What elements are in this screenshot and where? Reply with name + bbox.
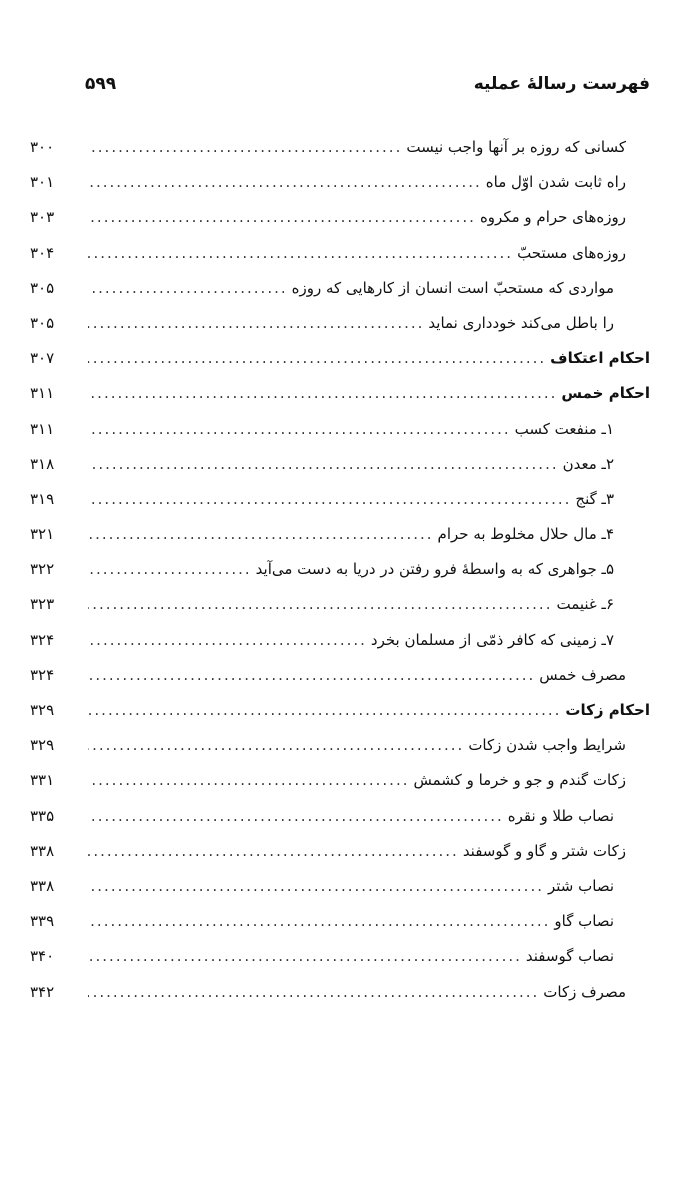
dot-leader: [88, 975, 539, 1010]
toc-entry-title: راه ثابت شدن اوّل ماه: [485, 173, 626, 192]
toc-entry[interactable]: [30, 165, 650, 200]
toc-entry[interactable]: [30, 834, 650, 869]
toc-entry-title: مصرف زکات: [543, 982, 626, 1001]
toc-entry-title: کسانی که روزه بر آنها واجب نیست: [406, 138, 626, 156]
toc-entry[interactable]: [30, 482, 650, 517]
toc-entry-title: ۱ـ منفعت کسب: [514, 419, 614, 438]
dot-leader: [88, 447, 559, 482]
toc-entry-page: ۳۳۱: [30, 771, 55, 790]
toc-entry-page: ۳۰۴: [30, 243, 55, 262]
toc-entry-page: ۳۴۰: [30, 947, 55, 966]
toc-entry-page: ۳۰۱: [30, 173, 55, 192]
toc-entry-page: ۳۳۹: [30, 912, 55, 931]
dot-leader: [88, 939, 522, 974]
dot-leader: [88, 165, 482, 200]
toc-entry-title: زکات شتر و گاو و گوسفند: [462, 841, 626, 860]
toc-entry-page: ۳۰۰: [30, 138, 55, 156]
dot-leader: [88, 482, 571, 517]
toc-entry-page: ۳۳۵: [30, 806, 55, 825]
toc-entry-title: مواردی که مستحبّ است انسان از کارهایی که روزه: [291, 278, 614, 297]
toc-entry-page: ۳۱۱: [30, 419, 55, 438]
toc-entry-page: ۳۰۷: [30, 349, 55, 368]
running-header: [85, 74, 650, 94]
table-of-contents: [30, 130, 650, 1010]
toc-entry-title: ۶ـ غنیمت: [556, 595, 614, 614]
toc-entry-page: ۳۲۴: [30, 630, 55, 649]
toc-entry-title: ۴ـ مال حلال مخلوط به حرام: [437, 525, 614, 544]
dot-leader: [88, 236, 513, 271]
toc-entry[interactable]: [30, 939, 650, 974]
toc-entry[interactable]: [30, 341, 650, 376]
toc-entry-title: ۷ـ زمینی که کافر ذمّی از مسلمان بخرد: [370, 630, 614, 649]
toc-entry-title: ۵ـ جواهری که به واسطهٔ فرو رفتن در دریا به دست می‌آید: [255, 560, 614, 579]
toc-entry-title: را باطل می‌کند خودداری نماید: [428, 313, 614, 332]
toc-entry[interactable]: [30, 376, 650, 411]
toc-entry-title: شرایط واجب شدن زکات: [468, 736, 626, 755]
dot-leader: [88, 517, 434, 552]
toc-entry[interactable]: [30, 306, 650, 341]
toc-entry-page: ۳۲۹: [30, 736, 55, 755]
dot-leader: [88, 693, 561, 728]
toc-entry-title: زکات گندم و جو و خرما و کشمش: [413, 771, 626, 790]
dot-leader: [88, 869, 544, 904]
toc-entry-title: احکام اعتکاف: [550, 349, 650, 368]
toc-entry[interactable]: [30, 763, 650, 798]
toc-entry-title: نصاب گاو: [554, 912, 614, 931]
toc-entry-page: ۳۱۹: [30, 489, 55, 508]
dot-leader: [88, 376, 557, 411]
toc-entry-page: ۳۳۸: [30, 841, 55, 860]
toc-entry[interactable]: [30, 200, 650, 235]
toc-entry-title: نصاب گوسفند: [525, 947, 614, 966]
toc-entry-title: ۳ـ گنج: [575, 489, 614, 508]
toc-entry-title: نصاب طلا و نقره: [507, 806, 614, 825]
toc-entry-page: ۳۴۲: [30, 982, 55, 1001]
toc-entry[interactable]: [30, 728, 650, 763]
toc-entry-page: ۳۲۹: [30, 701, 55, 719]
dot-leader: [88, 200, 476, 235]
dot-leader: [88, 130, 402, 165]
dot-leader: [88, 763, 409, 798]
toc-entry[interactable]: [30, 447, 650, 482]
toc-entry-title: احکام خمس: [561, 384, 650, 403]
toc-entry-page: ۳۱۸: [30, 454, 55, 473]
toc-entry-page: ۳۲۴: [30, 665, 55, 684]
toc-entry[interactable]: [30, 799, 650, 834]
toc-entry-page: ۳۰۳: [30, 208, 55, 227]
dot-leader: [88, 799, 504, 834]
toc-entry-page: ۳۲۳: [30, 595, 55, 614]
toc-entry[interactable]: [30, 271, 650, 306]
dot-leader: [88, 623, 367, 658]
toc-entry[interactable]: [30, 587, 650, 622]
dot-leader: [88, 904, 550, 939]
dot-leader: [88, 271, 288, 306]
dot-leader: [88, 658, 535, 693]
toc-entry-page: ۳۰۵: [30, 313, 55, 332]
dot-leader: [88, 834, 459, 869]
dot-leader: [88, 341, 546, 376]
toc-entry[interactable]: [30, 975, 650, 1010]
dot-leader: [88, 728, 464, 763]
toc-entry[interactable]: [30, 658, 650, 693]
toc-entry-page: ۳۲۱: [30, 525, 55, 544]
dot-leader: [88, 412, 511, 447]
toc-entry-title: ۲ـ معدن: [562, 454, 614, 473]
toc-entry-page: ۳۳۸: [30, 876, 55, 895]
toc-entry[interactable]: [30, 130, 650, 165]
header-title: فهرست رسالهٔ عملیه: [473, 74, 650, 94]
toc-entry[interactable]: [30, 623, 650, 658]
dot-leader: [88, 552, 252, 587]
page-number: ۵۹۹: [85, 74, 117, 94]
toc-entry[interactable]: [30, 552, 650, 587]
toc-entry[interactable]: [30, 693, 650, 728]
toc-entry[interactable]: [30, 412, 650, 447]
toc-entry[interactable]: [30, 517, 650, 552]
toc-entry[interactable]: [30, 904, 650, 939]
toc-entry-page: ۳۲۲: [30, 560, 55, 579]
toc-entry-title: احکام زکات: [565, 701, 650, 719]
toc-entry-title: روزه‌های حرام و مکروه: [479, 208, 626, 227]
toc-entry-page: ۳۰۵: [30, 278, 55, 297]
toc-entry-title: نصاب شتر: [547, 876, 614, 895]
dot-leader: [88, 306, 424, 341]
toc-entry[interactable]: [30, 869, 650, 904]
toc-entry-page: ۳۱۱: [30, 384, 55, 403]
toc-entry[interactable]: [30, 236, 650, 271]
toc-entry-title: روزه‌های مستحبّ: [517, 243, 626, 262]
toc-entry-title: مصرف خمس: [539, 665, 626, 684]
dot-leader: [88, 587, 552, 622]
